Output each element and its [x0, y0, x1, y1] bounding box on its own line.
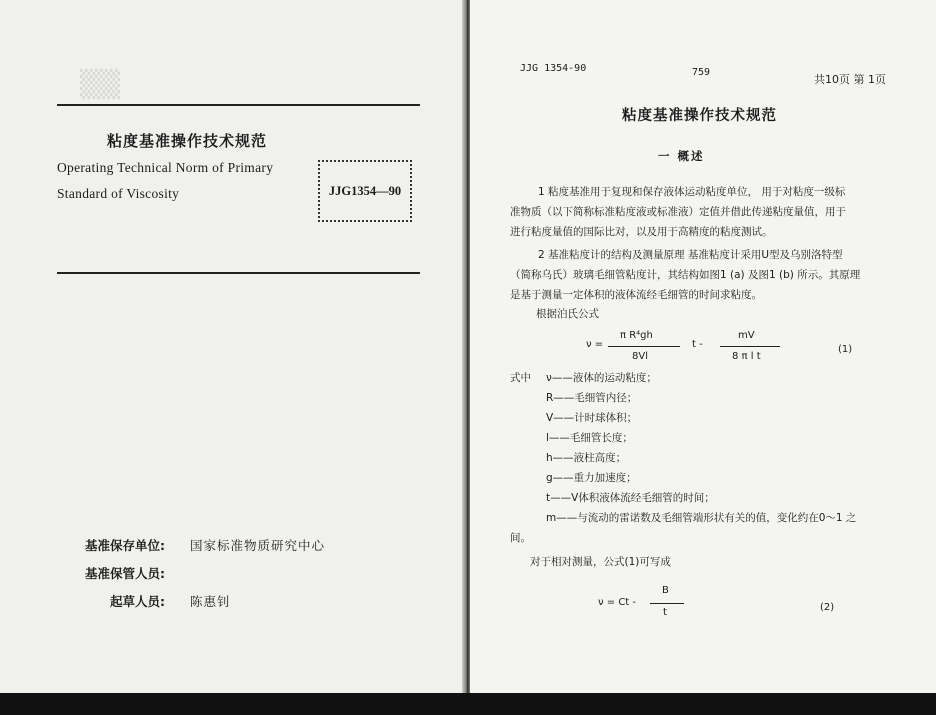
- standard-code-box: [318, 160, 412, 222]
- paragraph-2: [510, 245, 860, 305]
- formula1-denominator-1: 8Vl: [632, 351, 648, 362]
- definitions-list: [546, 368, 856, 528]
- formula1-middle: t -: [692, 339, 703, 350]
- definition-item: l——毛细管长度；: [546, 432, 633, 444]
- meta-label-keeper: 基准保管人员:: [85, 566, 165, 581]
- document-title: 粘度基准操作技术规范: [622, 108, 777, 124]
- section-title: 一 概述: [658, 149, 705, 163]
- right-page: [470, 0, 936, 693]
- formula1-fraction-bar-1: [608, 346, 680, 347]
- paragraph-1-line: 准物质（以下简称标准粘度液或标准液）定值并借此传递粘度量值，用于: [510, 206, 846, 218]
- relative-measurement-text: 对于相对测量，公式(1)可写成: [530, 556, 671, 568]
- header-code: JJG 1354-90: [520, 63, 587, 74]
- paragraph-2-line: 是基于测量一定体积的液体流经毛细管的时间求粘度。: [510, 289, 762, 301]
- left-page: [0, 0, 466, 693]
- formula1-fraction-bar-2: [720, 346, 780, 347]
- definition-item: V——计时球体积；: [546, 412, 638, 424]
- formula1-lhs: ν =: [586, 339, 604, 350]
- standard-code: JJG1354—90: [328, 183, 402, 198]
- meta-value-drafter: 陈惠钊: [190, 594, 231, 609]
- definition-item: ν——液体的运动粘度；: [546, 372, 657, 384]
- formula2-lhs: ν = Ct -: [598, 597, 637, 608]
- formula2-fraction-bar: [650, 603, 684, 604]
- paragraph-1-line: 1 粘度基准用于复现和保存液体运动粘度单位， 用于对粘度一级标: [538, 186, 846, 198]
- formula2-number: (2): [820, 602, 835, 613]
- bleed-through-mark: ▒▒: [80, 70, 120, 100]
- bottom-rule: [57, 272, 420, 274]
- left-title-cn: 粘度基准操作技术规范: [107, 132, 268, 150]
- formula1-numerator-2: mV: [738, 330, 755, 341]
- formula1-denominator-2: 8 π l t: [732, 351, 761, 362]
- formula-intro: 根据泊氏公式: [536, 308, 599, 320]
- paragraph-1: [510, 182, 846, 242]
- top-rule: [57, 104, 420, 106]
- header-page-count: 共10页 第 1页: [814, 73, 886, 86]
- formula2-denominator: t: [663, 607, 667, 618]
- formula2-numerator: B: [662, 585, 669, 596]
- where-label: 式中: [510, 372, 531, 384]
- title-en-line2: Standard of Viscosity: [57, 186, 180, 201]
- formula1-numerator-1: π R⁴gh: [620, 330, 653, 341]
- formula1-number: (1): [838, 344, 853, 355]
- meta-label-unit: 基准保存单位:: [85, 538, 165, 553]
- title-en-line1: Operating Technical Norm of Primary: [57, 160, 274, 175]
- definition-item: g——重力加速度；: [546, 472, 637, 484]
- paragraph-2-line: （简称乌氏）玻璃毛细管粘度计，其结构如图1 (a) 及图1 (b) 所示。其原理: [510, 269, 861, 281]
- definition-item: h——液柱高度；: [546, 452, 627, 464]
- definition-continuation: 间。: [510, 532, 531, 544]
- definition-item: m——与流动的雷诺数及毛细管端形状有关的值，变化约在0～1 之: [546, 512, 857, 524]
- definition-item: R——毛细管内径；: [546, 392, 638, 404]
- scan-bottom-edge: [0, 693, 936, 715]
- header-page-number: 759: [692, 67, 711, 78]
- meta-label-drafter: 起草人员:: [110, 594, 165, 609]
- paragraph-1-line: 进行粘度量值的国际比对，以及用于高精度的粘度测试。: [510, 226, 773, 238]
- definition-item: t——V体积液体流经毛细管的时间；: [546, 492, 715, 504]
- paragraph-2-line: 2 基准粘度计的结构及测量原理 基准粘度计采用U型及乌别洛特型: [538, 249, 843, 261]
- meta-value-unit: 国家标准物质研究中心: [190, 538, 326, 553]
